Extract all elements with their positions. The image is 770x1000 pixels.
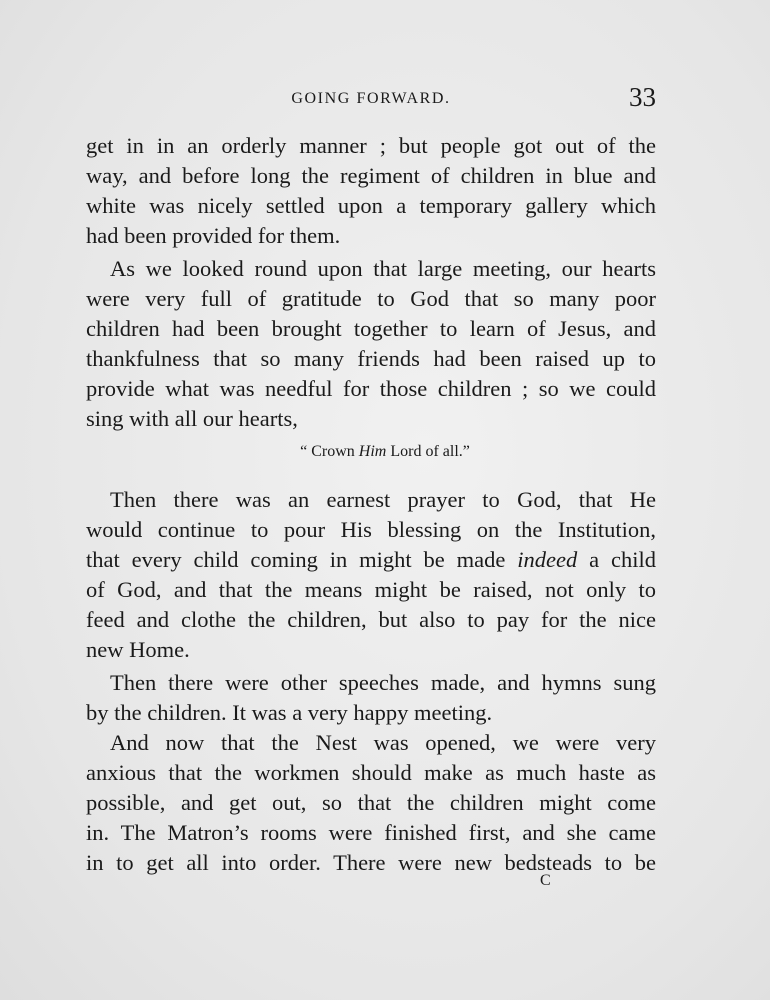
text-line: in. The Matron’s rooms were finished first, and she came xyxy=(86,820,656,845)
text-line: Then there were other speeches made, and hymns sung xyxy=(110,670,656,695)
text-line: possible, and get out, so that the children might come xyxy=(86,790,656,815)
text-line: had been provided for them. xyxy=(86,223,341,248)
text-line: way, and before long the regiment of children in blue and xyxy=(86,163,656,188)
page-number: 33 xyxy=(629,82,656,112)
quote-text: “ Crown xyxy=(300,443,359,460)
quote-emphasis: Him xyxy=(358,443,387,460)
text-line: would continue to pour His blessing on the Institution, xyxy=(86,517,656,542)
text-line: anxious that the workmen should make as much haste as xyxy=(86,760,656,785)
page-header xyxy=(86,82,656,122)
text-line: new Home. xyxy=(86,637,190,662)
text-line xyxy=(86,546,656,574)
text-line: of God, and that the means might be raised, not only to xyxy=(86,577,656,602)
text-line: Then there was an earnest prayer to God, that He xyxy=(110,487,656,512)
quote-text: Lord of all.” xyxy=(386,443,470,460)
text-line: were very full of gratitude to God that so many poor xyxy=(86,286,656,311)
text-line: As we looked round upon that large meeting, our hearts xyxy=(110,256,656,281)
text-line: feed and clothe the children, but also to pay for the nice xyxy=(86,607,656,632)
running-head: GOING FORWARD. xyxy=(291,90,451,107)
text-line: children had been brought together to learn of Jesus, and xyxy=(86,316,656,341)
hymn-quote xyxy=(270,440,500,464)
text-line: And now that the Nest was opened, we were very xyxy=(110,730,656,755)
text-run: that every child coming in might be made xyxy=(86,547,518,572)
text-line: thankfulness that so many friends had been raised up to xyxy=(86,346,656,371)
text-line: in to get all into order. There were new bedsteads to be xyxy=(86,850,656,875)
text-line: provide what was needful for those children ; so we could xyxy=(86,376,656,401)
emphasis-text: indeed xyxy=(517,547,578,572)
text-line: sing with all our hearts, xyxy=(86,406,298,431)
text-run: a child xyxy=(577,547,656,572)
text-line: by the children. It was a very happy meeting. xyxy=(86,700,493,725)
text-line: white was nicely settled upon a temporary gallery which xyxy=(86,193,656,218)
text-line: get in in an orderly manner ; but people got out of the xyxy=(86,133,656,158)
signature-mark: C xyxy=(540,872,551,889)
